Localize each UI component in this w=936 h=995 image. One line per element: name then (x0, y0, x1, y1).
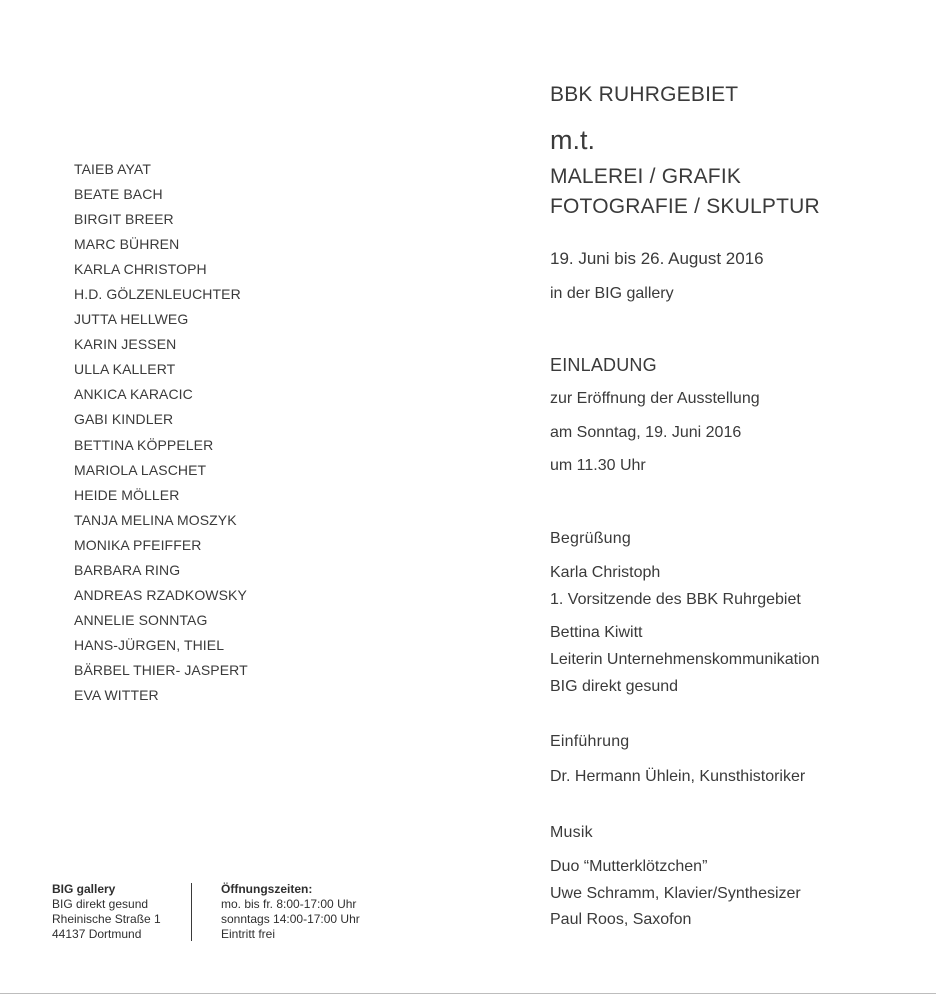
artist-name: KARIN JESSEN (74, 336, 177, 353)
artist-name: MARC BÜHREN (74, 236, 180, 253)
welcome-speaker2-org: BIG direkt gesund (550, 678, 679, 695)
artist-name: EVA WITTER (74, 686, 159, 703)
welcome-speaker2-name: Bettina Kiwitt (550, 624, 643, 641)
artist-name: BEATE BACH (74, 186, 163, 203)
artist-name: MARIOLA LASCHET (74, 461, 207, 478)
artist-name: BETTINA KÖPPELER (74, 436, 214, 453)
artist-name: ANNELIE SONNTAG (74, 611, 208, 628)
invitation-heading: EINLADUNG (550, 355, 657, 375)
artist-list (74, 160, 248, 711)
artist-name: BÄRBEL THIER- JASPERT (74, 661, 248, 678)
organizer-name: BBK RUHRGEBIET (550, 83, 739, 106)
artist-name: TANJA MELINA MOSZYK (74, 511, 237, 528)
invitation-line2: am Sonntag, 19. Juni 2016 (550, 424, 742, 441)
artist-name: BIRGIT BREER (74, 211, 174, 228)
exhibition-subtitle-line1: MALEREI / GRAFIK (550, 165, 742, 188)
artist-name: ANDREAS RZADKOWSKY (74, 586, 247, 603)
artist-name: HEIDE MÖLLER (74, 486, 180, 503)
exhibition-subtitle-line2: FOTOGRAFIE / SKULPTUR (550, 195, 820, 218)
welcome-speaker1-role: 1. Vorsitzende des BBK Ruhrgebiet (550, 591, 801, 608)
music-heading: Musik (550, 824, 593, 841)
footer-divider (191, 883, 192, 941)
venue-line1: BIG direkt gesund (52, 897, 149, 911)
artist-name: JUTTA HELLWEG (74, 311, 189, 328)
exhibition-venue: in der BIG gallery (550, 285, 674, 302)
artist-name: ANKICA KARACIC (74, 386, 193, 403)
hours-line1: mo. bis fr. 8:00-17:00 Uhr (221, 897, 357, 911)
bottom-rule (0, 993, 936, 994)
welcome-speaker1-name: Karla Christoph (550, 564, 661, 581)
venue-line2: Rheinische Straße 1 (52, 912, 161, 926)
artist-name: MONIKA PFEIFFER (74, 536, 202, 553)
opening-hours (221, 882, 360, 942)
music-line1: Duo “Mutterklötzchen” (550, 858, 708, 875)
hours-line2: sonntags 14:00-17:00 Uhr (221, 912, 360, 926)
welcome-heading: Begrüßung (550, 530, 631, 547)
music-line2: Uwe Schramm, Klavier/Synthesizer (550, 885, 801, 902)
music-line3: Paul Roos, Saxofon (550, 911, 692, 928)
welcome-speaker2-role: Leiterin Unternehmenskommunikation (550, 651, 820, 668)
venue-line3: 44137 Dortmund (52, 927, 142, 941)
exhibition-dates: 19. Juni bis 26. August 2016 (550, 249, 764, 268)
artist-name: TAIEB AYAT (74, 161, 151, 177)
intro-heading: Einführung (550, 733, 630, 750)
venue-address (52, 882, 161, 942)
exhibition-title: m.t. (550, 125, 595, 155)
artist-name: ULLA KALLERT (74, 361, 176, 378)
artist-name: GABI KINDLER (74, 411, 174, 428)
intro-speaker: Dr. Hermann Ühlein, Kunsthistoriker (550, 768, 806, 785)
invitation-line1: zur Eröffnung der Ausstellung (550, 390, 760, 407)
artist-name: HANS-JÜRGEN, THIEL (74, 636, 225, 653)
artist-name: H.D. GÖLZENLEUCHTER (74, 286, 241, 303)
artist-name: KARLA CHRISTOPH (74, 261, 207, 278)
hours-line3: Eintritt frei (221, 927, 276, 941)
hours-heading: Öffnungszeiten: (221, 882, 313, 896)
artist-name: BARBARA RING (74, 561, 181, 578)
venue-name: BIG gallery (52, 882, 116, 896)
invitation-line3: um 11.30 Uhr (550, 457, 646, 474)
